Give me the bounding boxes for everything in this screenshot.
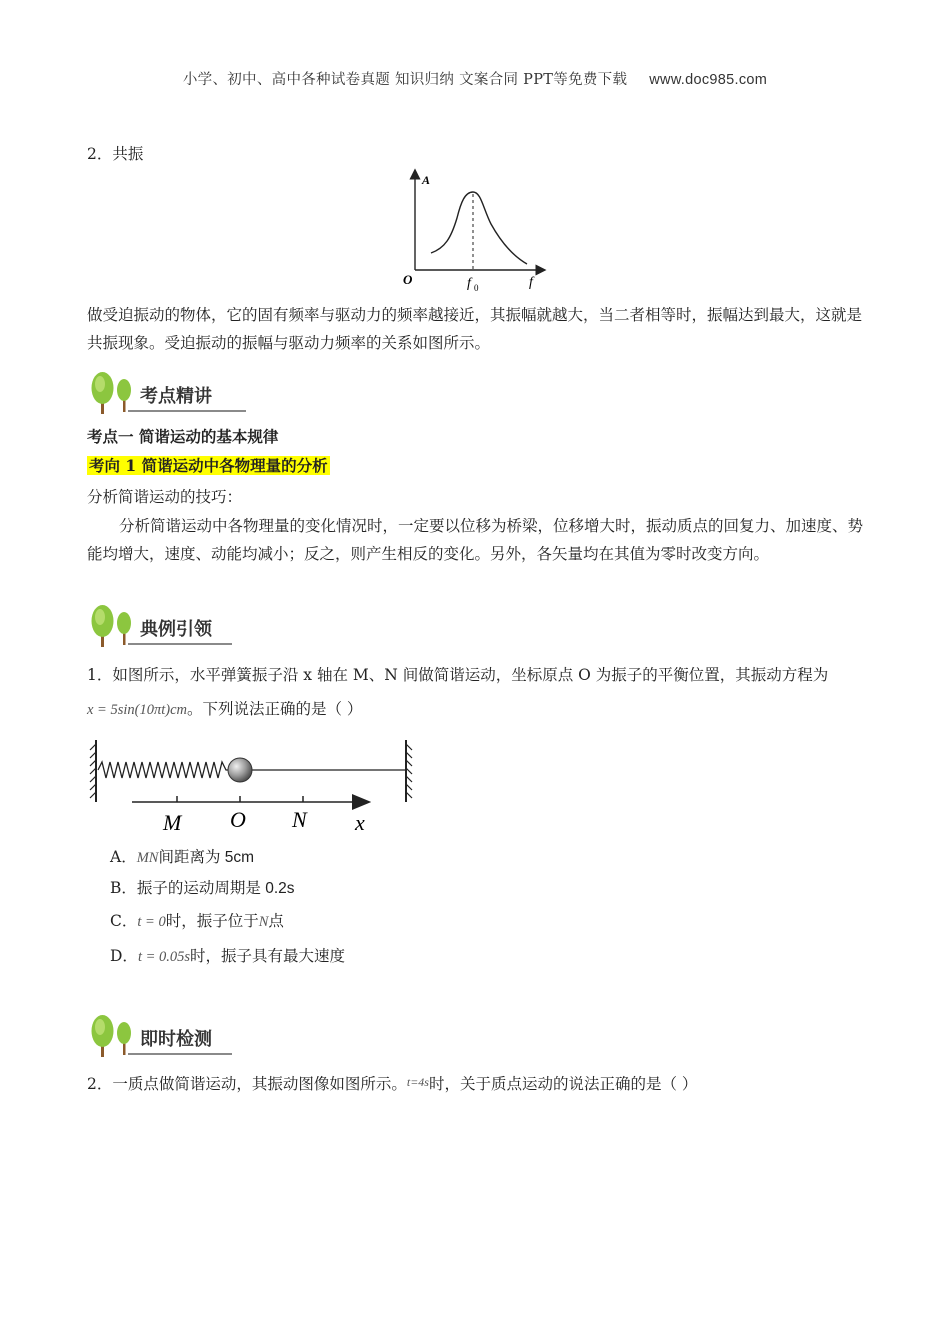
option-c[interactable]: C．t = 0时，振子位于N点 xyxy=(110,912,284,930)
sub-title-row xyxy=(87,452,877,480)
banner-jishi xyxy=(88,1013,248,1061)
resonance-paragraph: 做受迫振动的物体，它的固有频率与驱动力的频率越接近，其振幅就越大，当二者相等时，振幅达到最大，这就是共振现象。受迫振动的振幅与驱动力频率的关系如图所示。 xyxy=(87,306,863,352)
banner-title: 典例引领 xyxy=(140,619,212,640)
oscillator-ball xyxy=(228,758,252,782)
spring-oscillator-figure xyxy=(86,736,422,836)
x-axis-label: f xyxy=(529,275,533,290)
q1-stem-b: 。下列说法正确的是（ ） xyxy=(187,700,363,718)
label-n: N xyxy=(292,807,307,832)
peak-label: f xyxy=(467,276,471,291)
banner-title: 考点精讲 xyxy=(140,386,212,407)
highlighted-sub-title: 考向 1 简谐运动中各物理量的分析 xyxy=(89,456,328,475)
option-b[interactable]: B．振子的运动周期是 0.2s xyxy=(110,879,295,897)
y-axis-label: A xyxy=(422,173,431,187)
q1-stem-a: 1．如图所示，水平弹簧振子沿 x 轴在 M、N 间做简谐运动，坐标原点 O 为振子的平衡位置，其振动方程为 xyxy=(87,666,829,684)
header-url[interactable]: www.doc985.com xyxy=(649,72,768,88)
section-title: 考点一 简谐运动的基本规律 xyxy=(87,427,279,446)
banner-kaodian xyxy=(88,370,248,418)
q1-equation: x = 5sin(10πt)cm xyxy=(87,702,187,718)
option-d[interactable]: D．t = 0.05s时，振子具有最大速度 xyxy=(110,947,346,965)
banner-underline xyxy=(128,1053,232,1055)
label-m: M xyxy=(163,810,182,835)
page-header xyxy=(0,68,950,89)
spring xyxy=(98,762,228,778)
banner-title: 即时检测 xyxy=(140,1029,212,1050)
label-x: x xyxy=(355,810,365,835)
label-o: O xyxy=(230,807,246,832)
resonance-heading: 2．共振 xyxy=(87,145,144,163)
header-text: 小学、初中、高中各种试卷真题 知识归纳 文案合同 PPT等免费下载 xyxy=(182,72,628,88)
tip-title: 分析简谐运动的技巧： xyxy=(87,488,243,506)
origin-label: O xyxy=(403,272,413,287)
banner-underline xyxy=(128,410,246,412)
option-a[interactable]: A．MN间距离为 5cm xyxy=(110,848,255,866)
q1-stem xyxy=(87,661,877,689)
resonance-graph xyxy=(395,168,555,298)
q1-stem-line2 xyxy=(87,695,877,724)
resonance-curve xyxy=(431,192,527,264)
banner-dianli xyxy=(88,603,248,651)
banner-underline xyxy=(128,643,232,645)
peak-subscript: 0 xyxy=(474,283,479,293)
tip-body: 分析简谐运动中各物理量的变化情况时，一定要以位移为桥梁，位移增大时，振动质点的回复力、加速度、势能均增大，速度、动能均减小；反之，则产生相反的变化。另外，各矢量均在其值为零时改变方向。 xyxy=(87,517,864,563)
q2-stem: 2．一质点做简谐运动，其振动图像如图所示。t=4s时，关于质点运动的说法正确的是（ ） xyxy=(87,1075,698,1093)
